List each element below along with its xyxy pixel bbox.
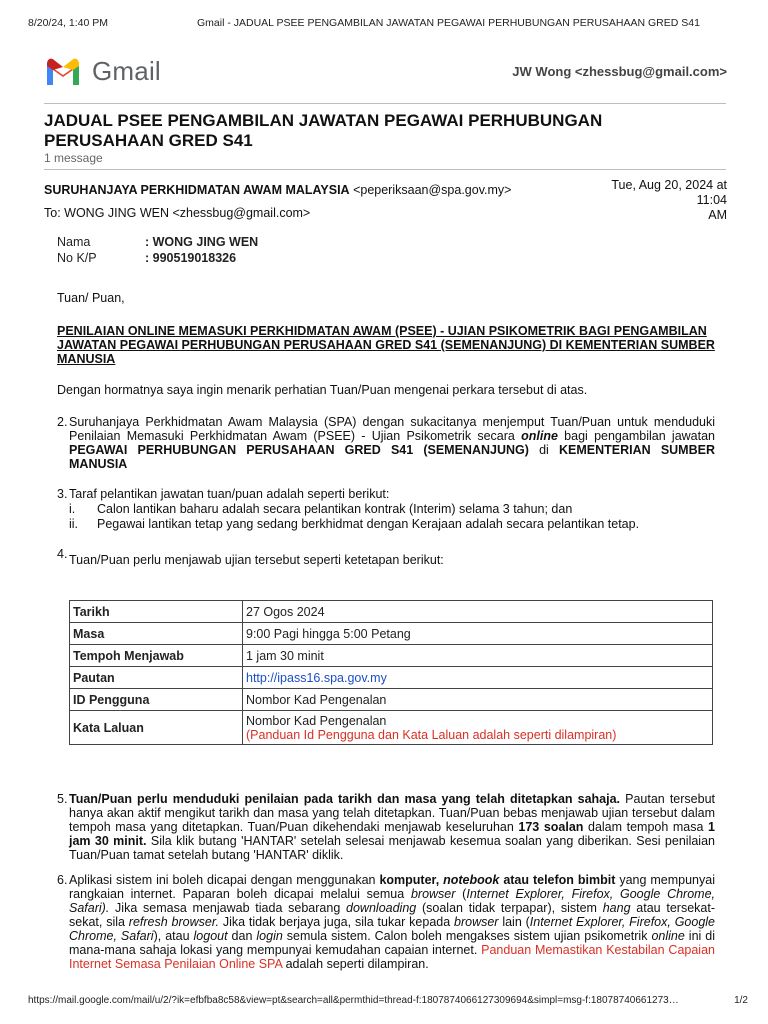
id-value: Nombor Kad Pengenalan	[243, 689, 713, 711]
applicant-ic-value: : 990519018326	[145, 251, 237, 265]
table-row	[70, 667, 713, 689]
table-row	[70, 601, 713, 623]
para-3: Taraf pelantikan jawatan tuan/puan adalah seperti berikut:	[69, 487, 390, 501]
divider	[44, 169, 726, 170]
kata-note: (Panduan Id Pengguna dan Kata Laluan adalah seperti dilampiran)	[246, 727, 617, 742]
message-count: 1 message	[44, 151, 103, 165]
pautan-label: Pautan	[70, 667, 243, 689]
masa-value: 9:00 Pagi hingga 5:00 Petang	[243, 623, 713, 645]
tempoh-value: 1 jam 30 minit	[243, 645, 713, 667]
sender-email: <peperiksaan@spa.gov.my>	[353, 183, 512, 197]
letter-heading: PENILAIAN ONLINE MEMASUKI PERKHIDMATAN AWAM (PSEE) - UJIAN PSIKOMETRIK BAGI PENGAMBILAN JAWATAN PEGAWAI PERHUBUNGAN PERUSAHAAN GRED S41 (SEMENANJUNG) DI KEMENTERIAN SUMBER MANUSIA	[57, 324, 715, 366]
para-4: Tuan/Puan perlu menjawab ujian tersebut seperti ketetapan berikut:	[69, 553, 444, 567]
sender-name: SURUHANJAYA PERKHIDMATAN AWAM MALAYSIA	[44, 183, 350, 197]
print-title: Gmail - JADUAL PSEE PENGAMBILAN JAWATAN PEGAWAI PERHUBUNGAN PERUSAHAAN GRED S41	[197, 17, 700, 29]
para-3-ii-number: ii.	[69, 517, 79, 531]
applicant-ic-label: No K/P	[57, 251, 97, 265]
account-email: JW Wong <zhessbug@gmail.com>	[512, 64, 727, 79]
masa-label: Masa	[70, 623, 243, 645]
gmail-logo	[44, 54, 161, 88]
para-6: Aplikasi sistem ini boleh dicapai dengan menggunakan komputer, notebook atau telefon bimbit yang mempunyai rangkaian internet. Paparan boleh dicapai melalui semua browser (Internet Explorer, Firefox, Google Chrome, Safari). Jika semasa menjawab tiada sebarang downloading (soalan tidak terpapar), sistem hang atau tersekat-sekat, sila refresh browser. Jika tidak berjaya juga, sila tukar kepada browser lain (Internet Explorer, Firefox, Google Chrome, Safari), atau logout dan login semula sistem. Calon boleh mengakses sistem ujian psikometrik online ini di mana-mana sahaja lokasi yang mempunyai kemudahan capaian internet. Panduan Memastikan Kestabilan Capaian Internet Semasa Penilaian Online SPA adalah seperti dilampiran.	[69, 873, 716, 971]
kata-label: Kata Laluan	[70, 711, 243, 745]
kata-cell	[243, 711, 713, 745]
applicant-ic-row	[57, 250, 236, 266]
email-date: Tue, Aug 20, 2024 at 11:04 AM	[611, 178, 727, 222]
footer-url: https://mail.google.com/mail/u/2/?ik=efbfba8c58&view=pt&search=all&permthid=thread-f:1807874066127309694&simpl=msg-f:18078740661273…	[28, 995, 679, 1006]
page-number: 1/2	[734, 995, 748, 1006]
para-5: Tuan/Puan perlu menduduki penilaian pada tarikh dan masa yang telah ditetapkan sahaja. Pautan tersebut hanya akan aktif mengikut tarikh dan masa yang telah ditetapkan. Tuan/Puan bebas menjawab ujian tersebut dalam tempoh masa yang ditetapkan. Tuan/Puan dikehendaki menjawab keseluruhan 173 soalan dalam tempoh masa 1 jam 30 minit. Sila klik butang 'HANTAR' setelah selesai menjawab kesemua soalan yang diberikan. Sesi penilaian Tuan/Puan tamat setelah butang 'HANTAR' diklik.	[69, 792, 715, 862]
table-row	[70, 645, 713, 667]
kata-value: Nombor Kad Pengenalan	[246, 713, 387, 728]
para-5-number: 5.	[57, 792, 68, 806]
email-recipient: To: WONG JING WEN <zhessbug@gmail.com>	[44, 206, 311, 220]
guide-link[interactable]: Panduan Memastikan Kestabilan Capaian Internet Semasa Penilaian Online SPA	[69, 943, 715, 971]
tempoh-label: Tempoh Menjawab	[70, 645, 243, 667]
intro-paragraph: Dengan hormatnya saya ingin menarik perhatian Tuan/Puan mengenai perkara tersebut di atas.	[57, 383, 588, 397]
para-3-i-number: i.	[69, 502, 76, 516]
email-subject: JADUAL PSEE PENGAMBILAN JAWATAN PEGAWAI PERHUBUNGAN PERUSAHAAN GRED S41	[44, 111, 603, 150]
gmail-wordmark: Gmail	[92, 55, 161, 86]
id-label: ID Pengguna	[70, 689, 243, 711]
greeting: Tuan/ Puan,	[57, 291, 125, 305]
email-sender	[44, 183, 511, 197]
print-datetime: 8/20/24, 1:40 PM	[28, 17, 108, 29]
para-4-number: 4.	[57, 547, 68, 561]
para-3-i: Calon lantikan baharu adalah secara pelantikan kontrak (Interim) selama 3 tahun; dan	[97, 502, 573, 516]
table-row	[70, 711, 713, 745]
exam-details-table	[69, 600, 713, 745]
tarikh-label: Tarikh	[70, 601, 243, 623]
exam-link[interactable]: http://ipass16.spa.gov.my	[243, 667, 713, 689]
applicant-name-value: : WONG JING WEN	[145, 235, 259, 249]
table-row	[70, 689, 713, 711]
para-3-number: 3.	[57, 487, 68, 501]
para-6-number: 6.	[57, 873, 68, 887]
gmail-m-icon	[44, 57, 82, 85]
table-row	[70, 623, 713, 645]
tarikh-value: 27 Ogos 2024	[243, 601, 713, 623]
para-3-ii: Pegawai lantikan tetap yang sedang berkhidmat dengan Kerajaan adalah secara pelantikan tetap.	[97, 517, 640, 531]
print-header	[0, 0, 768, 40]
applicant-name-row	[57, 234, 258, 250]
para-2: Suruhanjaya Perkhidmatan Awam Malaysia (SPA) dengan sukacitanya menjemput Tuan/Puan untuk menduduki Penilaian Memasuki Perkhidmatan Awam (PSEE) - Ujian Psikometrik secara online bagi pengambilan jawatan PEGAWAI PERHUBUNGAN PERUSAHAAN GRED S41 (SEMENANJUNG) di KEMENTERIAN SUMBER MANUSIA	[69, 415, 716, 471]
para-2-number: 2.	[57, 415, 68, 429]
print-footer	[28, 995, 748, 1006]
applicant-name-label: Nama	[57, 235, 91, 249]
divider	[44, 103, 726, 104]
